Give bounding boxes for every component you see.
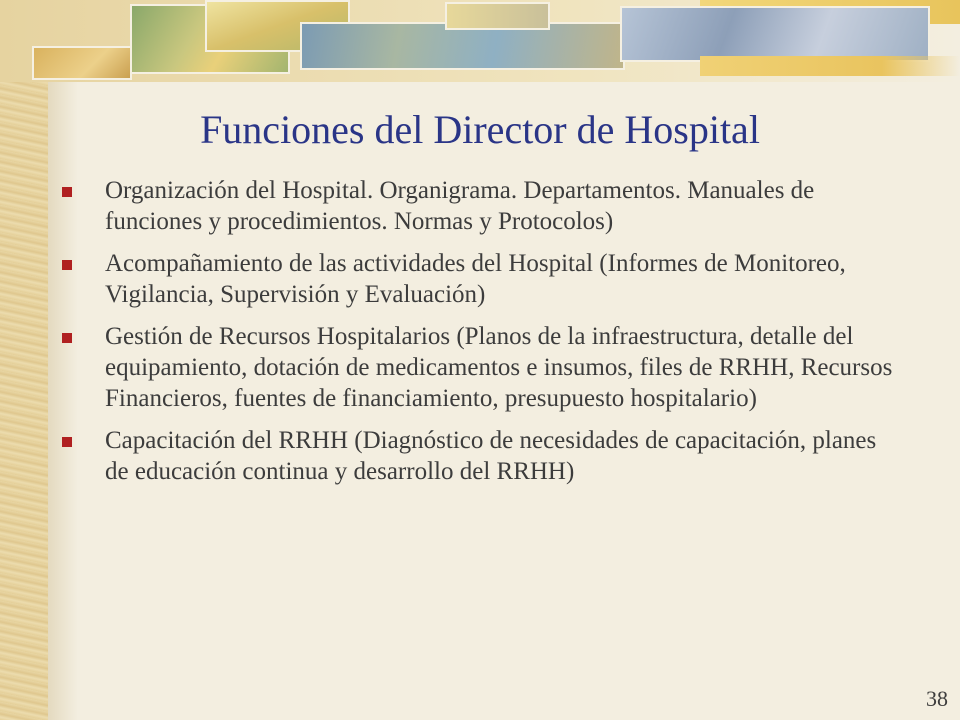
bullet-text: Capacitación del RRHH (Diagnóstico de necesidades de capacitación, planes de educación continua y desarrollo del RRHH) [105,427,877,485]
bullet-item [62,175,902,237]
slide-title: Funciones del Director de Hospital [200,107,760,152]
banner-photo-tile [620,6,930,62]
bullet-text: Acompañamiento de las actividades del Hospital (Informes de Monitoreo, Vigilancia, Supervisión y Evaluación) [105,250,846,308]
square-bullet-icon [62,260,72,270]
bullet-text: Organización del Hospital. Organigrama. Departamentos. Manuales de funciones y procedimientos. Normas y Protocolos) [105,177,815,235]
page-number: 38 [926,686,948,711]
bullet-text: Gestión de Recursos Hospitalarios (Planos de la infraestructura, detalle del equipamiento, dotación de medicamentos e insumos, files de RRHH, Recursos Financieros, fuentes de financiamiento, presupuesto hospitalario) [105,323,893,412]
bullet-item [62,425,902,487]
bullet-item [62,321,902,414]
bullet-list [62,175,902,498]
square-bullet-icon [62,187,72,197]
square-bullet-icon [62,437,72,447]
decorative-header-banner [0,0,960,82]
bullet-item [62,248,902,310]
banner-color-stripe [700,56,960,76]
banner-photo-tile [32,46,132,80]
square-bullet-icon [62,333,72,343]
banner-photo-tile [445,2,550,30]
